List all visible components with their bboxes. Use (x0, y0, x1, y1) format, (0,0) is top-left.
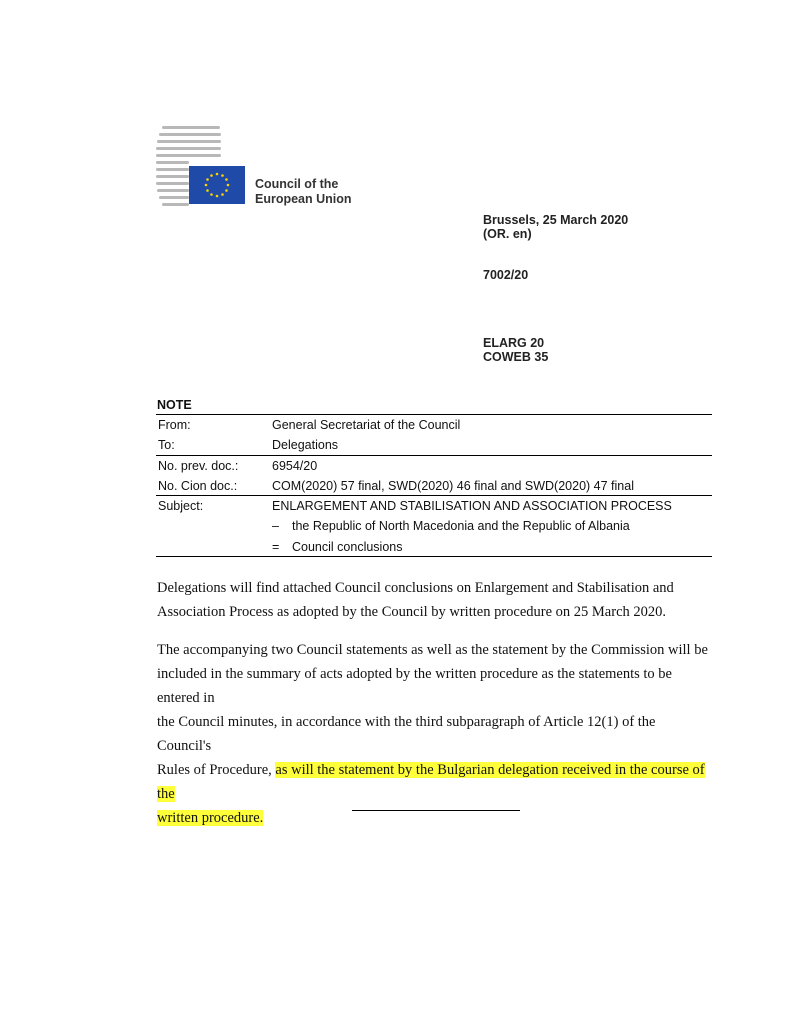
org-name-line1: Council of the (255, 177, 339, 191)
to-label: To: (158, 438, 175, 452)
logo-stripe (156, 147, 221, 150)
subject-item-marker: – (272, 519, 279, 533)
table-row (156, 516, 712, 536)
highlighted-text: written procedure. (157, 810, 264, 826)
highlighted-text: as will the statement by the Bulgarian delegation received in the course of the (157, 762, 705, 802)
logo-stripe (156, 182, 189, 185)
paragraph-line: the Council minutes, in accordance with the third subparagraph of Article 12(1) of the Council's (157, 714, 656, 754)
prev-doc-value: 6954/20 (272, 459, 318, 473)
paragraph-2 (157, 638, 712, 830)
cion-doc-label: No. Cion doc.: (158, 479, 238, 493)
eu-flag-icon (189, 166, 245, 204)
table-row (156, 456, 712, 476)
table-row (156, 415, 712, 435)
logo-stripe (156, 154, 221, 157)
logo-stripe (157, 189, 189, 192)
paragraph-1 (157, 576, 712, 624)
logo-stripe (162, 126, 220, 129)
table-row (156, 496, 712, 516)
paragraph-line: included in the summary of acts adopted by the written procedure as the statements to be entered in (157, 666, 672, 706)
from-label: From: (158, 418, 191, 432)
organisation-name (255, 177, 352, 207)
from-value: General Secretariat of the Council (272, 418, 461, 432)
prev-doc-label: No. prev. doc.: (158, 459, 239, 473)
document-number: 7002/20 (483, 268, 529, 282)
subject-label: Subject: (158, 499, 204, 513)
subject-item-text: Council conclusions (292, 540, 403, 554)
paragraph-line: Association Process as adopted by the Council by written procedure on 25 March 2020. (157, 604, 667, 620)
paragraph-line: The accompanying two Council statements as well as the statement by the Commission will be (157, 642, 708, 658)
subject-item-text: the Republic of North Macedonia and the Republic of Albania (292, 519, 630, 533)
table-divider (156, 556, 712, 557)
table-row (156, 435, 712, 455)
table-row (156, 476, 712, 496)
subject-item-marker: = (272, 540, 280, 554)
table-row (156, 537, 712, 557)
logo-stripe (156, 168, 189, 171)
document-code-2: COWEB 35 (483, 350, 549, 364)
plain-text: Rules of Procedure, (157, 762, 276, 778)
paragraph-line: Delegations will find attached Council conclusions on Enlargement and Stabilisation and (157, 580, 674, 596)
date-line: Brussels, 25 March 2020 (483, 213, 629, 227)
logo-stripe (162, 203, 189, 206)
cion-doc-value: COM(2020) 57 final, SWD(2020) 46 final and SWD(2020) 47 final (272, 479, 634, 493)
council-logo (156, 126, 361, 208)
logo-stripe (159, 196, 189, 199)
paragraph-line (157, 758, 712, 806)
subject-title: ENLARGEMENT AND STABILISATION AND ASSOCIATION PROCESS (272, 499, 672, 513)
original-language: (OR. en) (483, 227, 532, 241)
note-title: NOTE (157, 398, 192, 412)
org-name-line2: European Union (255, 192, 352, 206)
eu-stars-icon (189, 166, 245, 204)
logo-stripe (157, 140, 221, 143)
to-value: Delegations (272, 438, 339, 452)
logo-stripe (159, 133, 221, 136)
logo-stripe (156, 161, 189, 164)
end-divider (352, 810, 520, 811)
document-code-1: ELARG 20 (483, 336, 545, 350)
logo-stripe (156, 175, 189, 178)
